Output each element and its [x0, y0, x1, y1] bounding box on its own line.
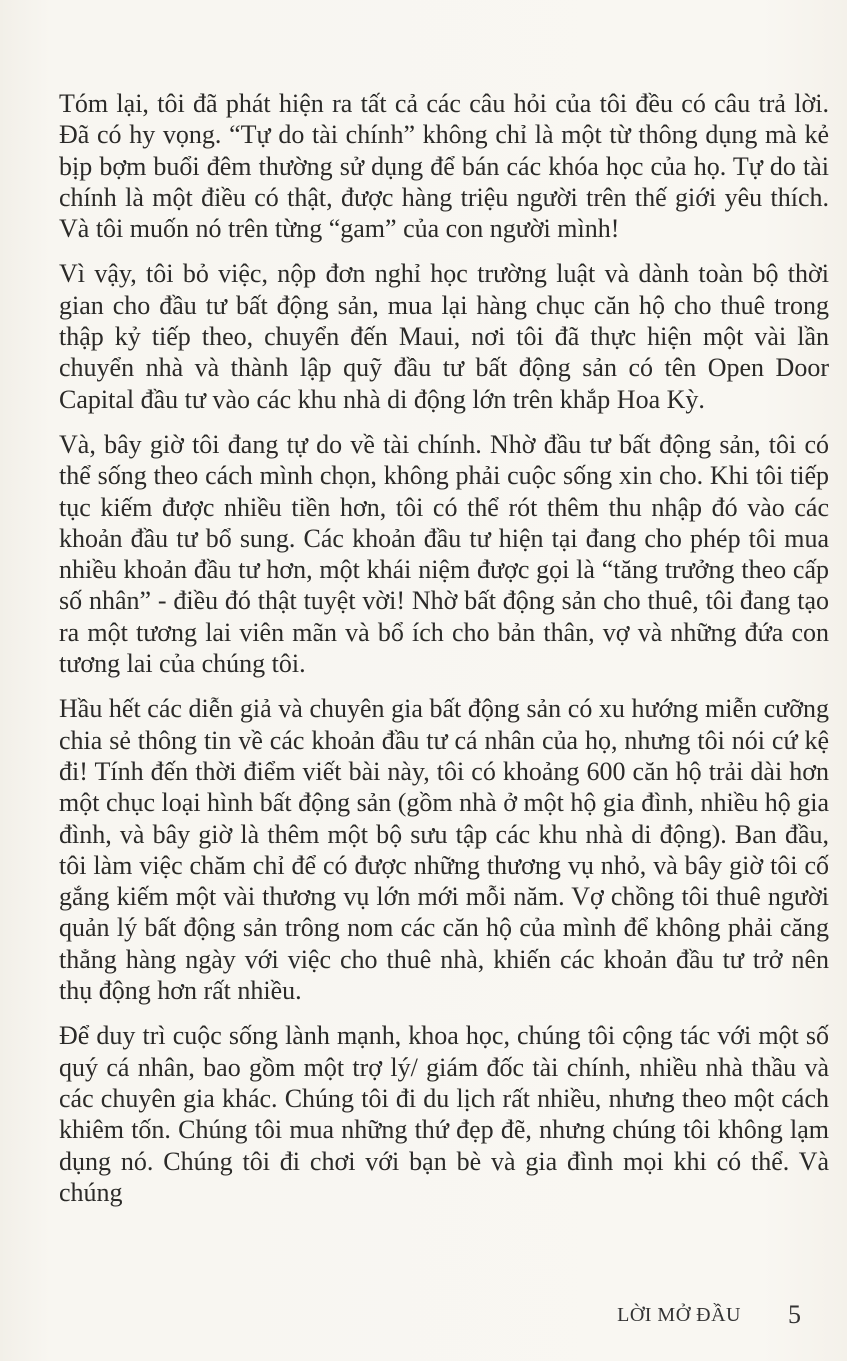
paragraph-3: Và, bây giờ tôi đang tự do về tài chính. Nhờ đầu tư bất động sản, tôi có thể sống theo cách mình chọn, không phải cuộc sống xin cho. Khi tôi tiếp tục kiếm được nhiều tiền hơn, tôi có thể rót thêm thu nhập đó vào các khoản đầu tư bổ sung. Các khoản đầu tư hiện tại đang cho phép tôi mua nhiều khoản đầu tư hơn, một khái niệm được gọi là “tăng trưởng theo cấp số nhân” - điều đó thật tuyệt vời! Nhờ bất động sản cho thuê, tôi đang tạo ra một tương lai viên mãn và bổ ích cho bản thân, vợ và những đứa con tương lai của chúng tôi. — [59, 429, 829, 679]
paragraph-4: Hầu hết các diễn giả và chuyên gia bất động sản có xu hướng miễn cưỡng chia sẻ thông tin về các khoản đầu tư cá nhân của họ, nhưng tôi nói cứ kệ đi! Tính đến thời điểm viết bài này, tôi có khoảng 600 căn hộ trải dài hơn một chục loại hình bất động sản (gồm nhà ở một hộ gia đình, nhiều hộ gia đình, và bây giờ là thêm một bộ sưu tập các khu nhà di động). Ban đầu, tôi làm việc chăm chỉ để có được những thương vụ nhỏ, và bây giờ tôi cố gắng kiếm một vài thương vụ lớn mới mỗi năm. Vợ chồng tôi thuê người quản lý bất động sản trông nom các căn hộ của mình để không phải căng thẳng hàng ngày với việc cho thuê nhà, khiến các khoản đầu tư trở nên thụ động hơn rất nhiều. — [59, 694, 829, 1006]
running-head: LỜI MỞ ĐẦU — [617, 1304, 741, 1326]
page-number: 5 — [788, 1300, 801, 1329]
body-text — [59, 88, 829, 1208]
paragraph-2: Vì vậy, tôi bỏ việc, nộp đơn nghỉ học trường luật và dành toàn bộ thời gian cho đầu tư bất động sản, mua lại hàng chục căn hộ cho thuê trong thập kỷ tiếp theo, chuyển đến Maui, nơi tôi đã thực hiện một vài lần chuyển nhà và thành lập quỹ đầu tư bất động sản có tên Open Door Capital đầu tư vào các khu nhà di động lớn trên khắp Hoa Kỳ. — [59, 259, 829, 414]
page-footer — [0, 1300, 847, 1340]
paragraph-5: Để duy trì cuộc sống lành mạnh, khoa học, chúng tôi cộng tác với một số quý cá nhân, bao gồm một trợ lý/ giám đốc tài chính, nhiều nhà thầu và các chuyên gia khác. Chúng tôi đi du lịch rất nhiều, nhưng theo một cách khiêm tốn. Chúng tôi mua những thứ đẹp đẽ, nhưng chúng tôi không lạm dụng nó. Chúng tôi đi chơi với bạn bè và gia đình mọi khi có thể. Và chúng — [59, 1021, 829, 1207]
paragraph-1: Tóm lại, tôi đã phát hiện ra tất cả các câu hỏi của tôi đều có câu trả lời. Đã có hy vọng. “Tự do tài chính” không chỉ là một từ thông dụng mà kẻ bịp bợm buổi đêm thường sử dụng để bán các khóa học của họ. Tự do tài chính là một điều có thật, được hàng triệu người trên thế giới yêu thích. Và tôi muốn nó trên từng “gam” của con người mình! — [59, 89, 829, 244]
